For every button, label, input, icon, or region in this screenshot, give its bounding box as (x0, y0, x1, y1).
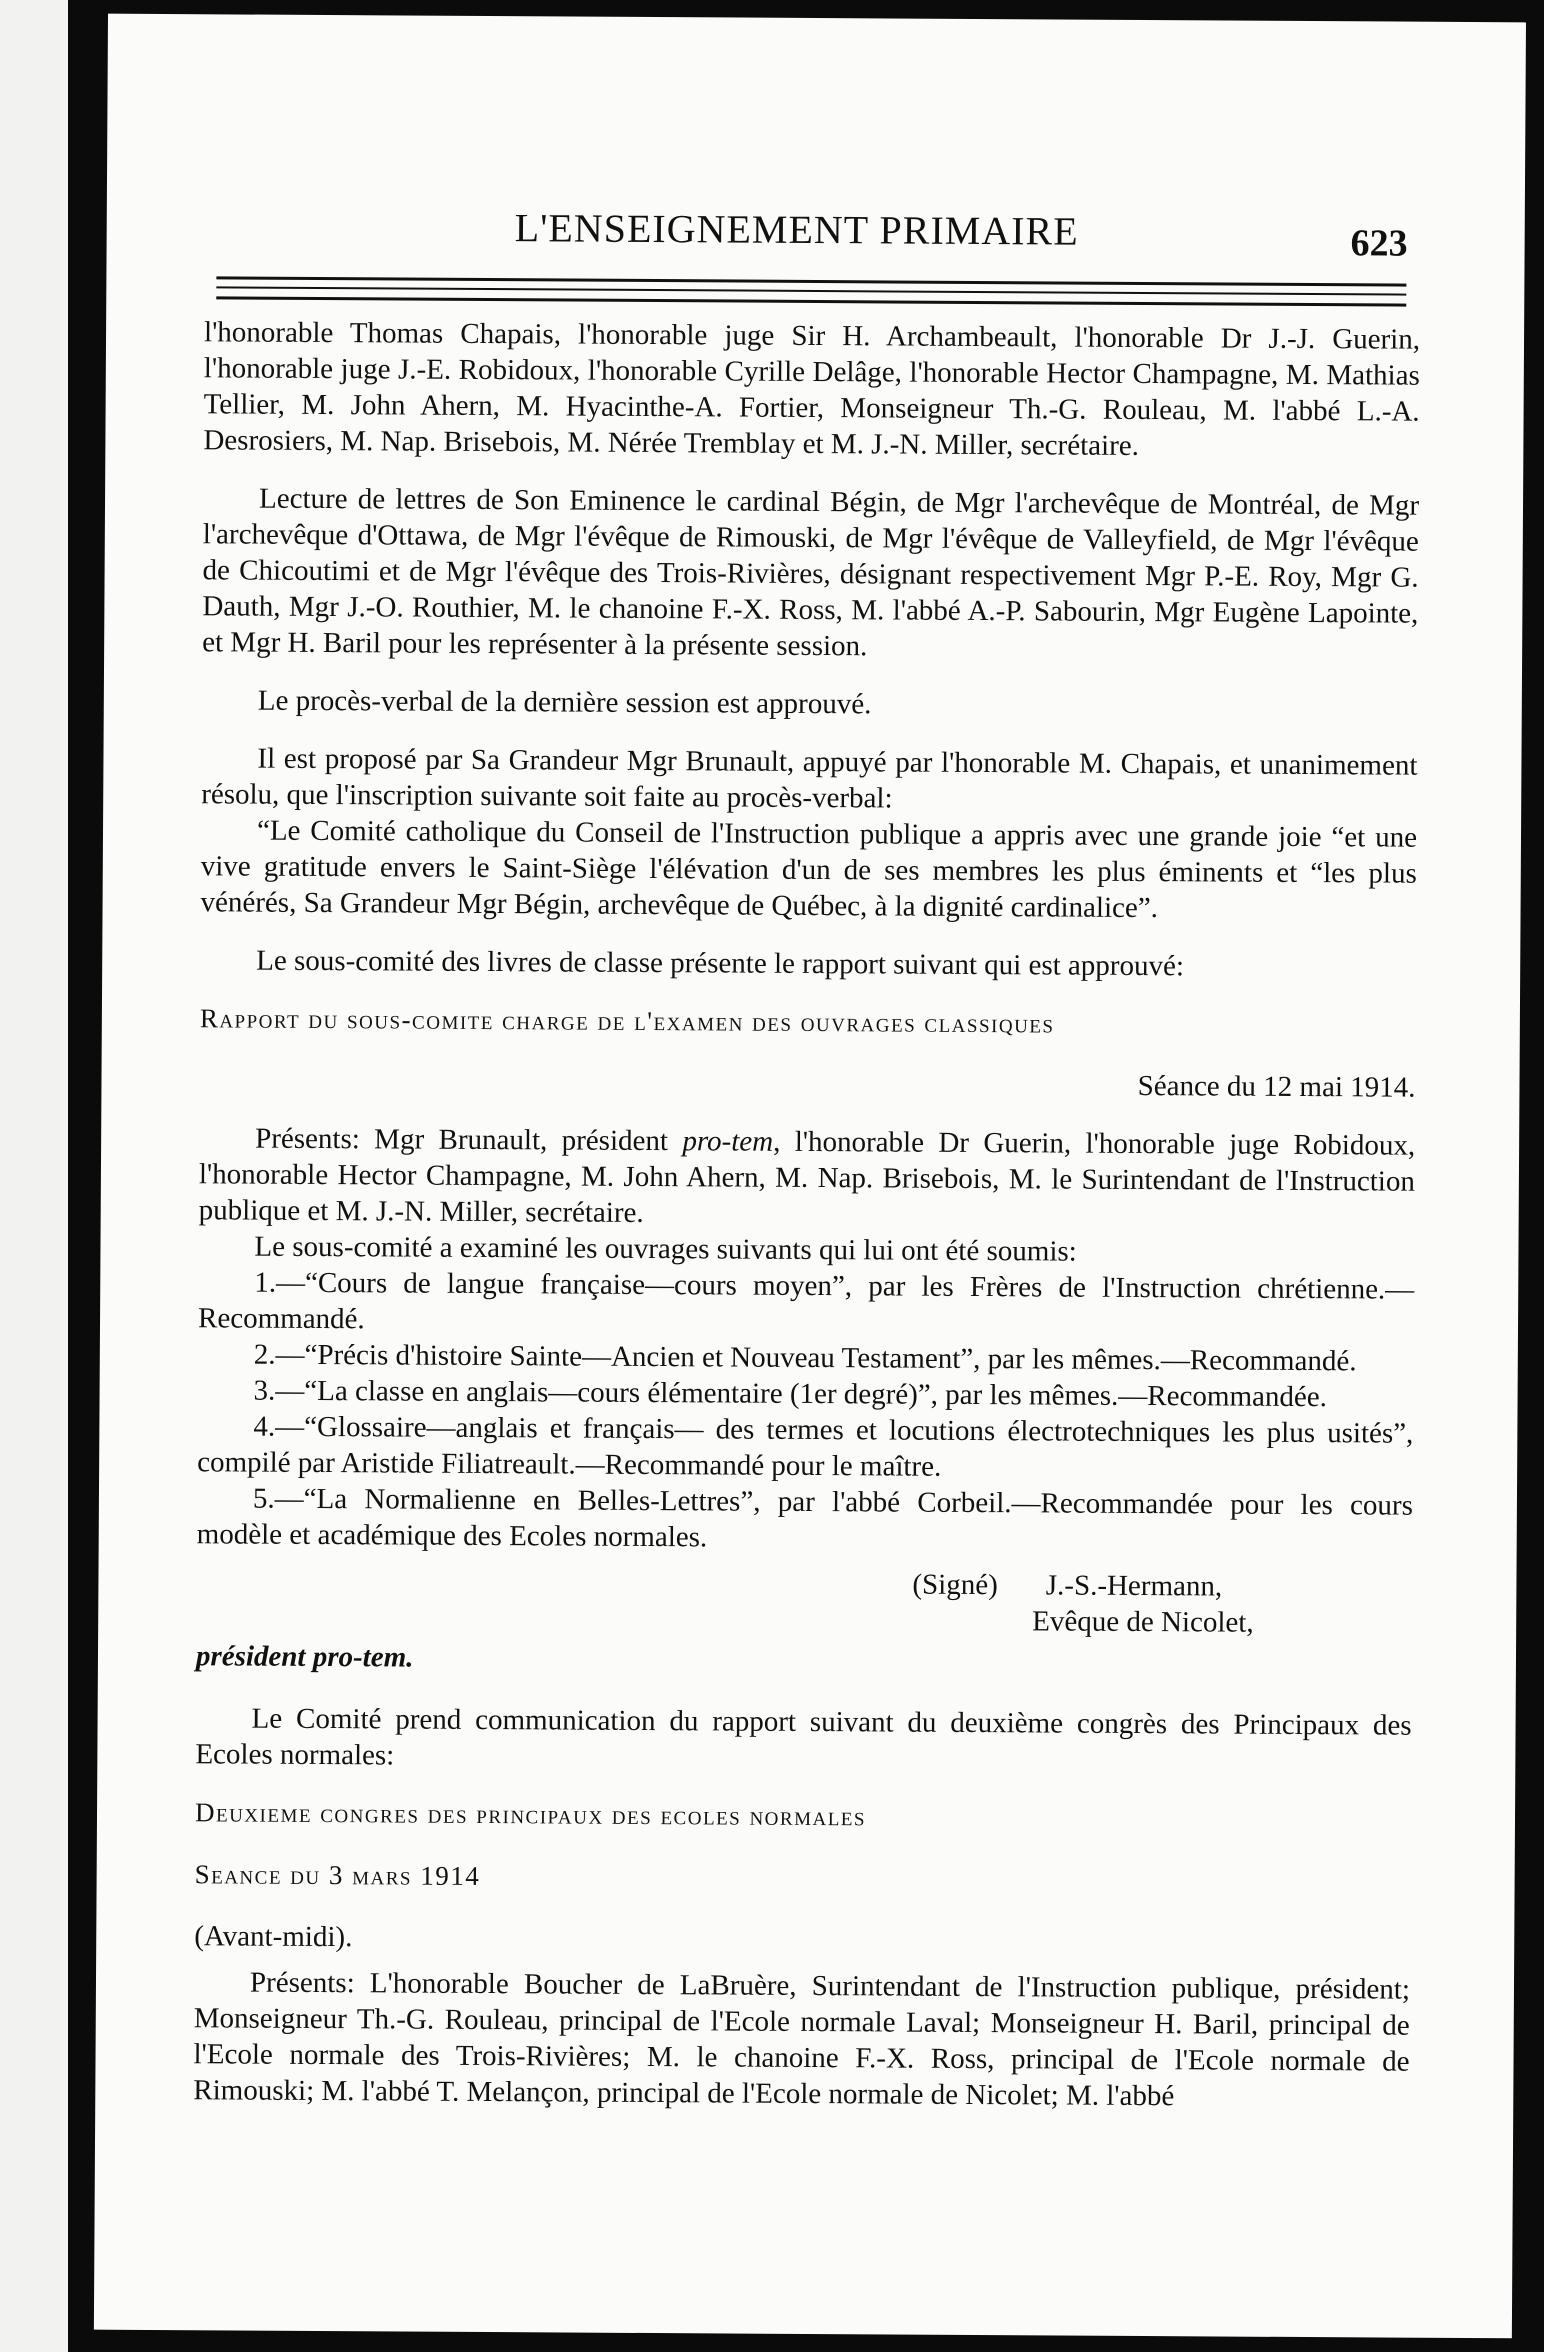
report-intro: Le sous-comité a examiné les ouvrages suivants qui lui ont été soumis: (254, 1230, 1077, 1268)
report-item: 1.—“Cours de langue française—cours moyen”, par les Frères de l'Instruction chrétienne.—Recommandé. (197, 1266, 1415, 1336)
previous-page-edge (0, 0, 68, 2352)
attendees-paragraph: l'honorable Thomas Chapais, l'honorable juge Sir H. Archambeault, l'honorable Dr J.-J. Guerin, l'honorable juge J.-E. Robidoux, l'honorable Cyrille Delâge, l'honorable Hector Champagne, M. Mathias Tellier, M. John Ahern, M. Hyacinthe-A. Fortier, Monseigneur Th.-G. Rouleau, M. l'abbé L.-A. Desrosiers, M. Nap. Brisebois, M. Nérée Tremblay et M. J.-N. Miller, secrétaire. (203, 316, 1421, 462)
report-item: 4.—“Glossaire—anglais et français— des termes et locutions électrotechniques les plus usités”, compilé par Aristide Filiatreault.—Recommandé pour le maître. (197, 1410, 1414, 1483)
congress-intro: Le Comité prend communication du rapport suivant du deuxième congrès des Principaux des Ecoles normales: (195, 1702, 1412, 1772)
resolution-quote: “Le Comité catholique du Conseil de l'Instruction publique a appris avec une grande joie “et une vive gratitude envers le Saint-Siège l'élévation d'un de ses membres les plus éminents et “les plus vénérés, Sa Grandeur Mgr Bégin, archevêque de Québec, à la dignité cardinalice”. (200, 814, 1418, 925)
signer-role: président pro-tem. (195, 1640, 414, 1674)
page-number: 623 (1350, 222, 1408, 265)
subcommittee-intro: Le sous-comité des livres de classe présente le rapport suivant qui est approuvé: (256, 944, 1185, 983)
report-presents (199, 1120, 1416, 1235)
page-header (106, 202, 1524, 271)
minutes-approved-paragraph: Le procès-verbal de la dernière session est approuvé. (257, 684, 872, 721)
header-rule (216, 286, 1406, 295)
letters-paragraph: Lecture de lettres de Son Eminence le cardinal Bégin, de Mgr l'archevêque de Montréal, de Mgr l'archevêque d'Ottawa, de Mgr l'évêque de Rimouski, de Mgr l'évêque de Valleyfield, de Mgr l'évêque de Chicoutimi et de Mgr l'évêque des Trois-Rivières, désignant respectivement Mgr P.-E. Roy, Mgr G. Dauth, Mgr J.-O. Routhier, M. le chanoine F.-X. Ross, M. l'abbé A.-P. Sabourin, Mgr Eugène Lapointe, et Mgr H. Baril pour les représenter à la présente session. (202, 482, 1420, 663)
page-body (193, 314, 1420, 2137)
header-rule (216, 276, 1406, 286)
report-heading: Rapport du sous-comite charge de l'examen des ouvrages classiques (199, 1003, 1055, 1039)
signed-label: (Signé) (912, 1568, 998, 1602)
congress-presents: Présents: L'honorable Boucher de LaBruère, Surintendant de l'Instruction publique, président; Monseigneur Th.-G. Rouleau, principal de l'Ecole normale Laval; Monseigneur H. Baril, principal de l'Ecole normale des Trois-Rivières; M. le chanoine F.-X. Ross, principal de l'Ecole normale de Rimouski; M. l'abbé T. Melançon, principal de l'Ecole normale de Nicolet; M. l'abbé (193, 1966, 1411, 2113)
header-rule (216, 296, 1406, 306)
report-item: 5.—“La Normalienne en Belles-Lettres”, par l'abbé Corbeil.—Recommandée pour les cours modèle et académique des Ecoles normales. (196, 1482, 1414, 1554)
signature-line (196, 1562, 1412, 1605)
session-time: (Avant-midi). (194, 1920, 353, 1954)
report-item: 2.—“Précis d'histoire Sainte—Ancien et Nouveau Testament”, par les mêmes.—Recommandé. (253, 1338, 1357, 1378)
report-presents-text: , l'honorable Dr Guerin, l'honorable juge Robidoux, l'honorable Hector Champagne, M. John Ahern, M. Nap. Brisebois, M. le Surintendant de l'Instruction publique et M. J.-N. Miller, secrétaire. (198, 1125, 1416, 1229)
motion-paragraph: Il est proposé par Sa Grandeur Mgr Brunault, appuyé par l'honorable M. Chapais, et unanimement résolu, que l'inscription suivante soit faite au procès-verbal: (201, 742, 1418, 815)
document-page (94, 14, 1526, 2339)
congress-session: Seance du 3 mars 1914 (194, 1859, 481, 1891)
report-presents-text: Présents: Mgr Brunault, président (255, 1122, 683, 1158)
running-title: L'ENSEIGNEMENT PRIMAIRE (514, 205, 1079, 254)
report-date: Séance du 12 mai 1914. (1137, 1069, 1416, 1104)
signer-name: J.-S.-Hermann, (1045, 1569, 1223, 1603)
report-item: 3.—“La classe en anglais—cours élémentaire (1er degré)”, par les mêmes.—Recommandée. (253, 1374, 1328, 1414)
signer-title: Evêque de Nicolet, (1032, 1605, 1254, 1639)
pro-tem-text: pro-tem (682, 1125, 774, 1158)
congress-heading: Deuxieme congres des principaux des ecoles normales (194, 1797, 867, 1832)
